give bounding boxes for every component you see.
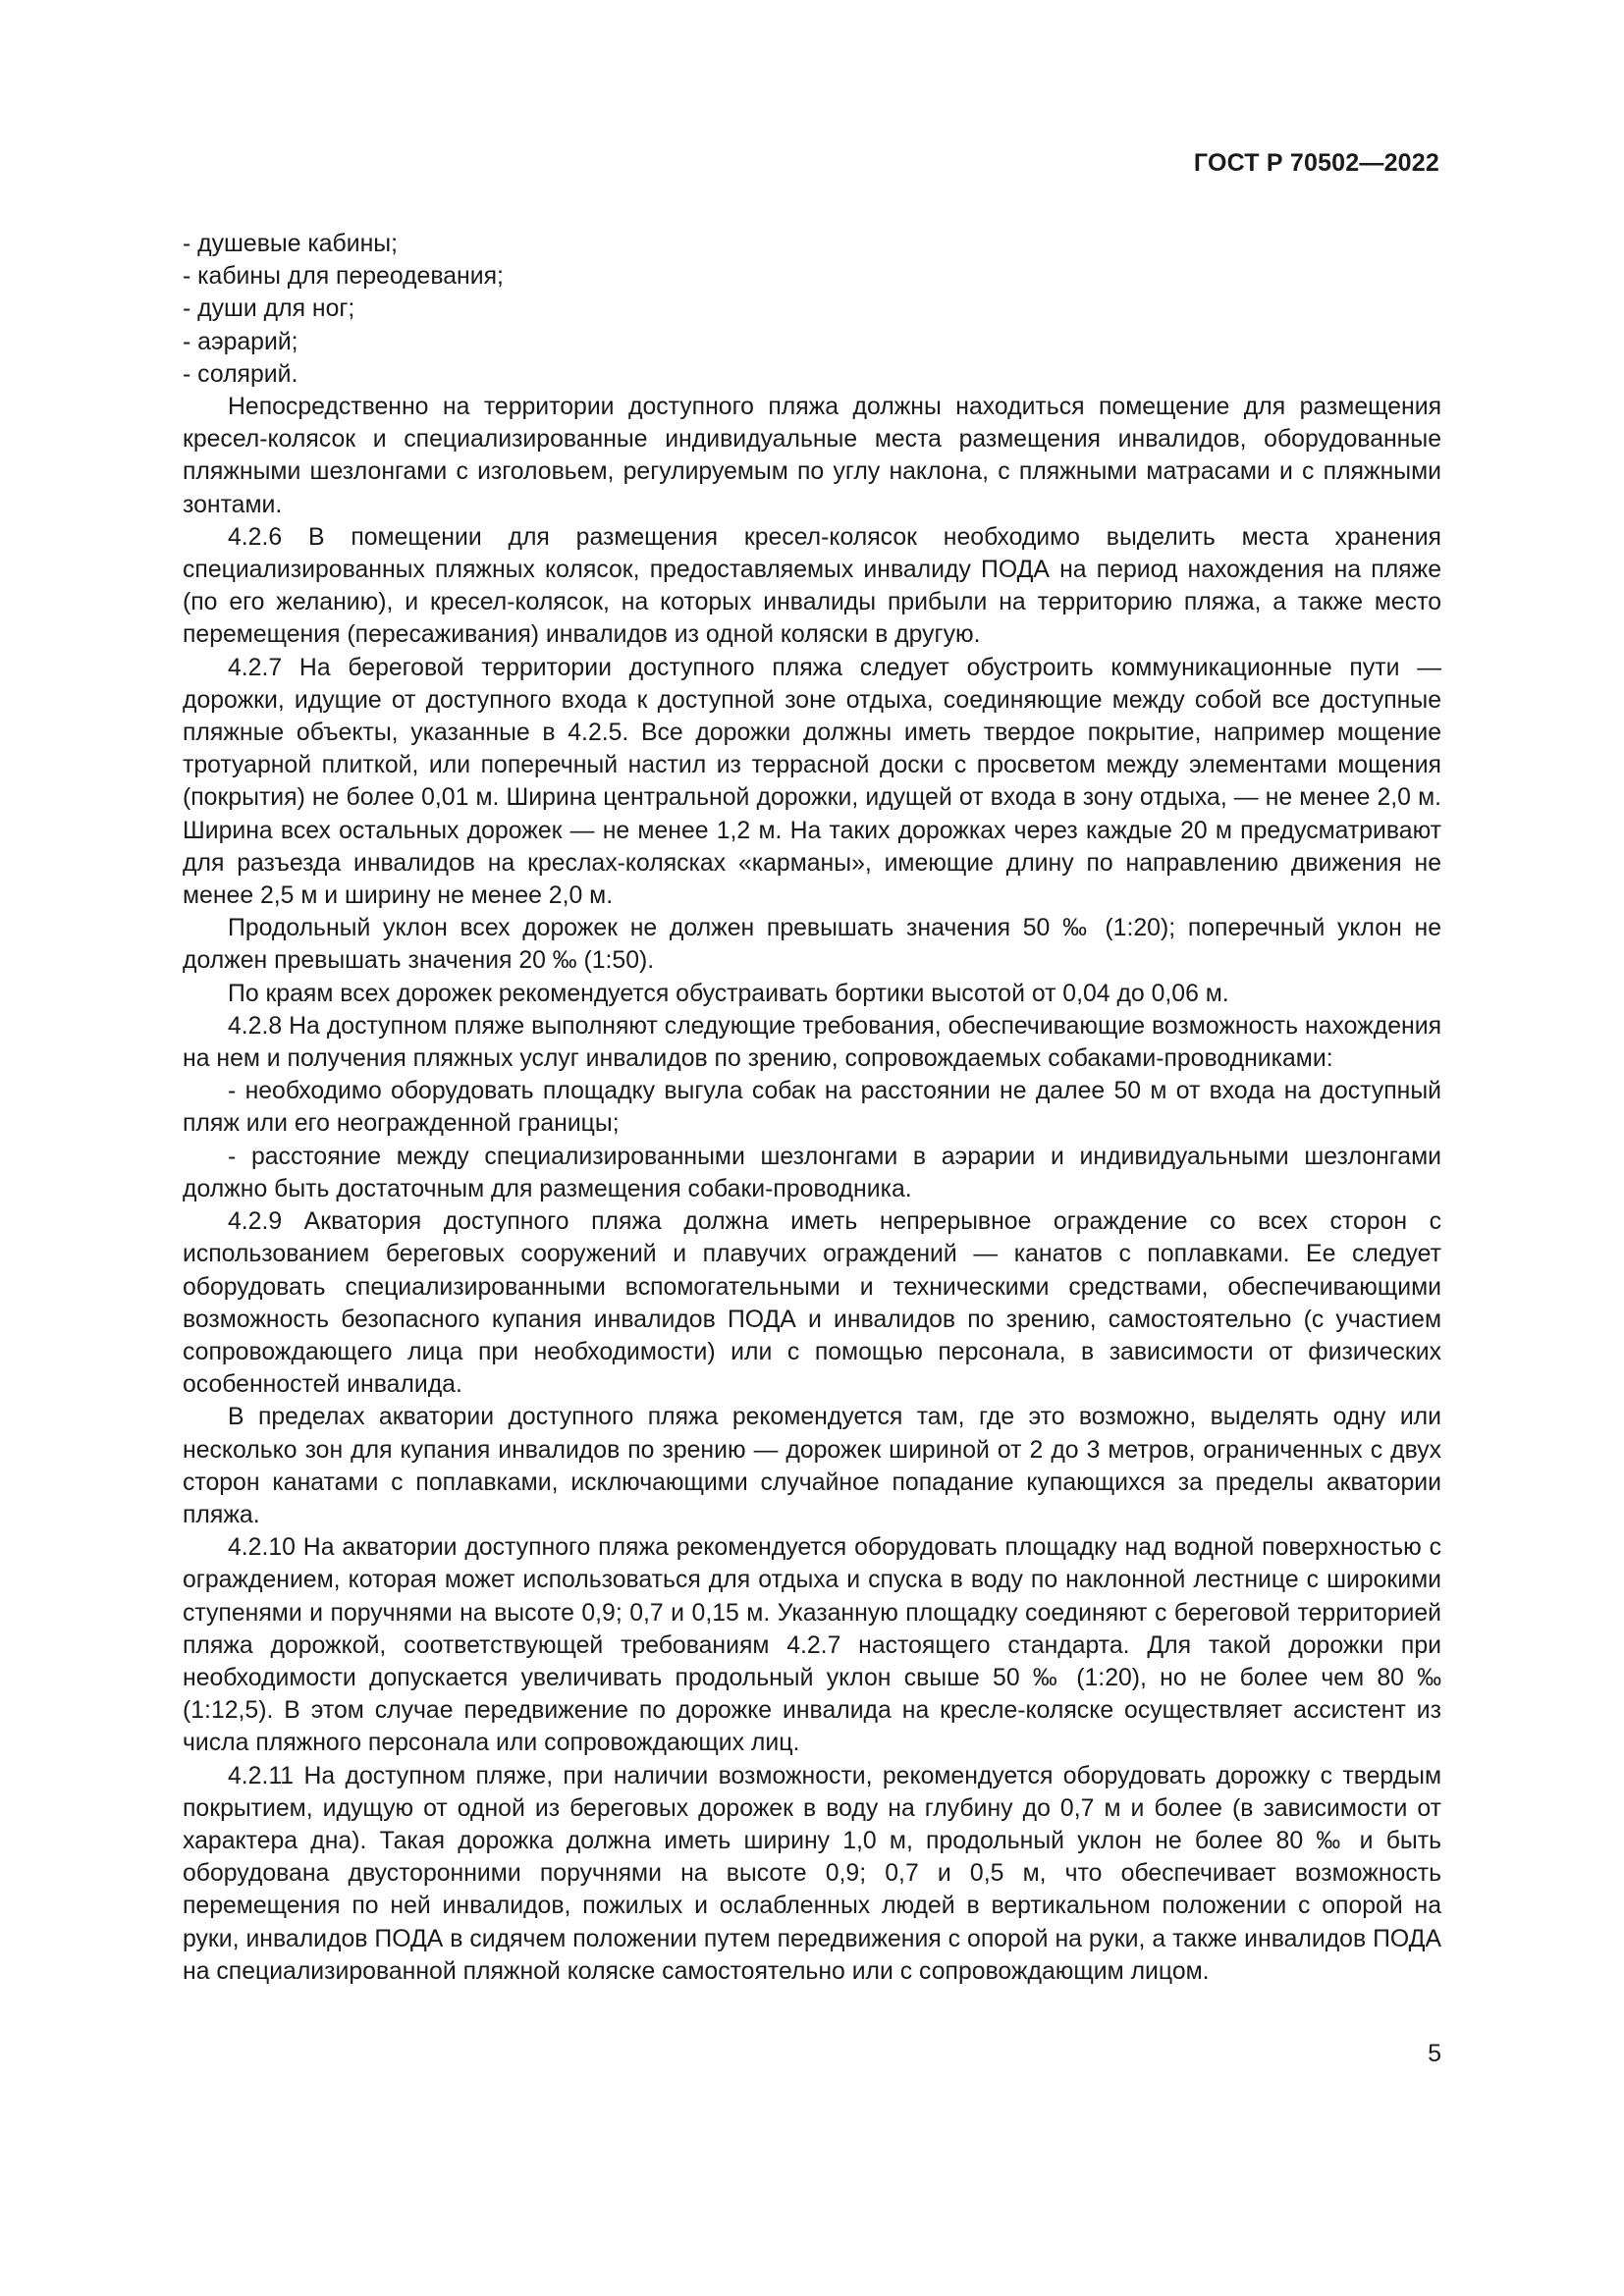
list-item: - душевые кабины; (183, 231, 399, 257)
page-number: 5 (1428, 2040, 1441, 2067)
list-item: - кабины для переодевания; (183, 263, 504, 291)
list-item: - аэрарий; (183, 328, 298, 355)
paragraph-4-2-10: 4.2.10 На акватории доступного пляжа рекомендуется оборудовать площадку над водной поверхностью с ограждением, которая может использоваться для отдыха и спуска в воду по наклонной лестнице с широкими ступенями и поручнями на высоте 0,9; 0,7 и 0,15 м. Указанную площадку соединяют с береговой территорией пляжа дорожкой, соответствующей требованиям 4.2.7 настоящего стандарта. Для такой дорожки при необходимости допускается увеличивать продольный уклон свыше 50 ‰ (1:20), но не более чем 80 ‰ (1:12,5). В этом случае передвижение по дорожке инвалида на кресле-коляске осуществляет ассистент из числа пляжного персонала или сопровождающих лиц. (183, 1534, 1441, 1757)
document-body (183, 228, 1441, 1988)
paragraph-4-2-9: 4.2.9 Акватория доступного пляжа должна иметь непрерывное ограждение со всех сторон с использованием береговых сооружений и плавучих ограждений — канатов с поплавками. Ее следует оборудовать специализированными вспомогательными и техническими средствами, обеспечивающими возможность безопасного купания инвалидов ПОДА и инвалидов по зрению, самостоятельно (с участием сопровождающего лица при необходимости) или с помощью персонала, в зависимости от физических особенностей инвалида. (183, 1208, 1441, 1399)
list-item: - расстояние между специализированными шезлонгами в аэрарии и индивидуальными шезлонгами должно быть достаточным для размещения собаки-проводника. (183, 1143, 1441, 1202)
paragraph-4-2-8: 4.2.8 На доступном пляже выполняют следующие требования, обеспечивающие возможность нахождения на нем и получения пляжных услуг инвалидов по зрению, сопровождаемых собаками-проводниками: (183, 1012, 1441, 1073)
paragraph-4-2-6: 4.2.6 В помещении для размещения кресел-колясок необходимо выделить места хранения специализированных пляжных колясок, предоставляемых инвалиду ПОДА на период нахождения на пляже (по его желанию), и кресел-колясок, на которых инвалиды прибыли на территорию пляжа, а также место перемещения (пересаживания) инвалидов из одной коляски в другую. (183, 523, 1441, 649)
paragraph: Продольный уклон всех дорожек не должен превышать значения 50 ‰ (1:20); поперечный уклон не должен превышать значения 20 ‰ (1:50). (183, 915, 1441, 975)
paragraph: Непосредственно на территории доступного пляжа должны находиться помещение для размещения кресел-колясок и специализированные индивидуальные места размещения инвалидов, оборудованные пляжными шезлонгами с изголовьем, регулируемым по углу наклона, с пляжными матрасами и с пляжными зонтами. (183, 394, 1441, 518)
document-number: ГОСТ Р 70502—2022 (1193, 149, 1439, 177)
paragraph-4-2-7: 4.2.7 На береговой территории доступного пляжа следует обустроить коммуникационные пути — дорожки, идущие от доступного входа к доступной зоне отдыха, соединяющие между собой все доступные пляжные объекты, указанные в 4.2.5. Все дорожки должны иметь твердое покрытие, например мощение тротуарной плиткой, или поперечный настил из террасной доски с просветом между элементами мощения (покрытия) не более 0,01 м. Ширина центральной дорожки, идущей от входа в зону отдыха, — не менее 2,0 м. Ширина всех остальных дорожек — не менее 1,2 м. На таких дорожках через каждые 20 м предусматривают для разъезда инвалидов на креслах-колясках «карманы», имеющие длину по направлению движения не менее 2,5 м и ширину не менее 2,0 м. (183, 654, 1441, 910)
paragraph: По краям всех дорожек рекомендуется обустраивать бортики высотой от 0,04 до 0,06 м. (228, 980, 1229, 1007)
paragraph: В пределах акватории доступного пляжа рекомендуется там, где это возможно, выделять одну или несколько зон для купания инвалидов по зрению — дорожек шириной от 2 до 3 метров, ограниченных с двух сторон канатами с поплавками, исключающими случайное попадание купающихся за пределы акватории пляжа. (183, 1404, 1441, 1528)
list-item: - души для ног; (183, 295, 355, 323)
list-item: - солярий. (183, 360, 298, 388)
paragraph-4-2-11: 4.2.11 На доступном пляже, при наличии возможности, рекомендуется оборудовать дорожку с твердым покрытием, идущую от одной из береговых дорожек в воду на глубину до 0,7 м и более (в зависимости от характера дна). Такая дорожка должна иметь ширину 1,0 м, продольный уклон не более 80 ‰ и быть оборудована двусторонними поручнями на высоте 0,9; 0,7 и 0,5 м, что обеспечивает возможность перемещения по ней инвалидов, пожилых и ослабленных людей в вертикальном положении с опорой на руки, инвалидов ПОДА в сидячем положении путем передвижения с опорой на руки, а также инвалидов ПОДА на специализированной пляжной коляске самостоятельно или с сопровождающим лицом. (183, 1762, 1441, 1985)
list-item: - необходимо оборудовать площадку выгула собак на расстоянии не далее 50 м от входа на доступный пляж или его неогражденной границы; (183, 1078, 1441, 1138)
